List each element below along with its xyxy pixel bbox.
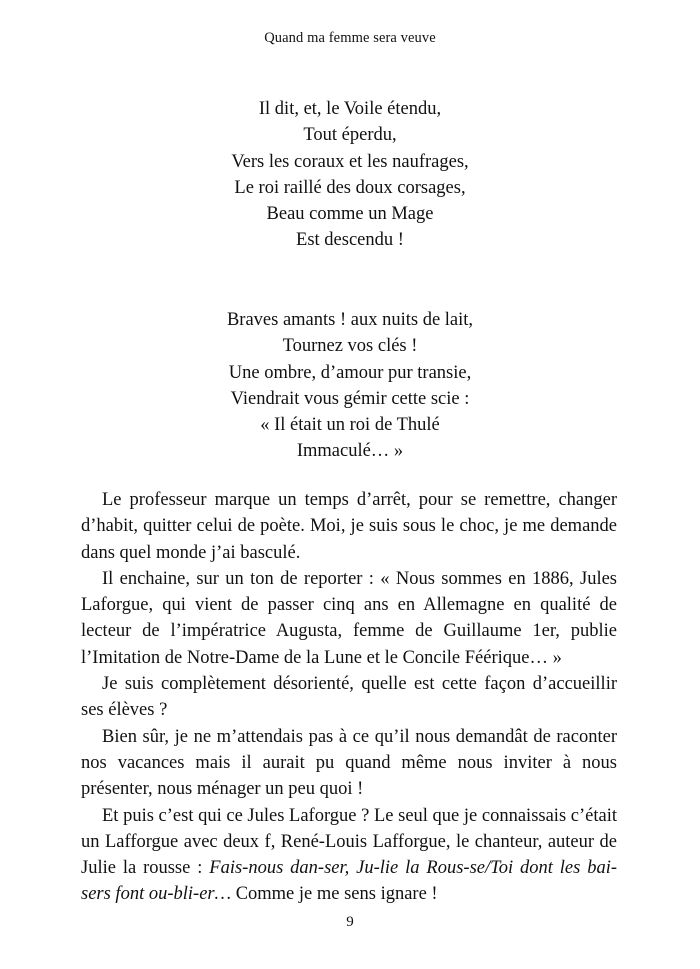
- paragraph: Je suis complètement désorienté, quelle est cette façon d’accueillir ses élèves ?: [81, 674, 617, 721]
- verse-line: Vers les coraux et les naufrages,: [231, 151, 469, 172]
- paragraph: Il enchaine, sur un ton de reporter : « Nous sommes en 1886, Jules Laforgue, qui vient de passer cinq ans en Allemagne en qualité de lecteur de l’impératrice Augusta, femme de Guillaume 1er, publie l’Imitation de Notre-Dame de la Lune et le Concile Féérique… »: [81, 568, 617, 668]
- verse-line: Immaculé… »: [296, 441, 404, 462]
- book-title: Quand ma femme sera veuve: [264, 30, 436, 46]
- poem-stanza-2: [0, 307, 700, 465]
- paragraph-text: Et puis c’est qui ce Jules Laforgue ? Le seul que je connaissais c’était un Lafforgue avec deux f, René-Louis Lafforgue, le chanteur, auteur de Julie la rousse :: [81, 805, 617, 879]
- verse-line: Il dit, et, le Voile étendu,: [258, 99, 442, 119]
- verse-line: Tout éperdu,: [303, 125, 397, 146]
- song-lyrics-italic: Fais-nous dan-ser, Ju-lie la Rous-se/Toi dont les bai-sers font ou-bli-er…: [81, 858, 618, 905]
- paragraph: [81, 803, 617, 908]
- verse-line: Une ombre, d’amour pur transie,: [228, 362, 472, 383]
- verse-line: « Il était un roi de Thulé: [260, 415, 440, 436]
- page-number: 9: [346, 914, 354, 930]
- verse-line: Est descendu !: [296, 230, 404, 251]
- verse-line: Beau comme un Mage: [266, 204, 434, 225]
- verse-line: Braves amants ! aux nuits de lait,: [226, 310, 474, 330]
- poem-stanza-1: [0, 96, 700, 254]
- paragraph: Le professeur marque un temps d’arrêt, pour se remettre, changer d’habit, quitter celui de poète. Moi, je suis sous le choc, je me demande dans quel monde j’ai basculé.: [81, 490, 617, 563]
- verse-line: Viendrait vous gémir cette scie :: [230, 388, 470, 409]
- running-header: [0, 30, 700, 47]
- verse-line: Tournez vos clés !: [282, 336, 418, 357]
- prose-body: [81, 487, 617, 908]
- paragraph-text: Comme je me sens ignare !: [231, 884, 438, 905]
- verse-line: Le roi raillé des doux corsages,: [234, 177, 466, 198]
- paragraph: Bien sûr, je ne m’attendais pas à ce qu’il nous demandât de raconter nos vacances mais il aurait pu quand même nous inviter à nous présenter, nous ménager un peu quoi !: [81, 726, 617, 800]
